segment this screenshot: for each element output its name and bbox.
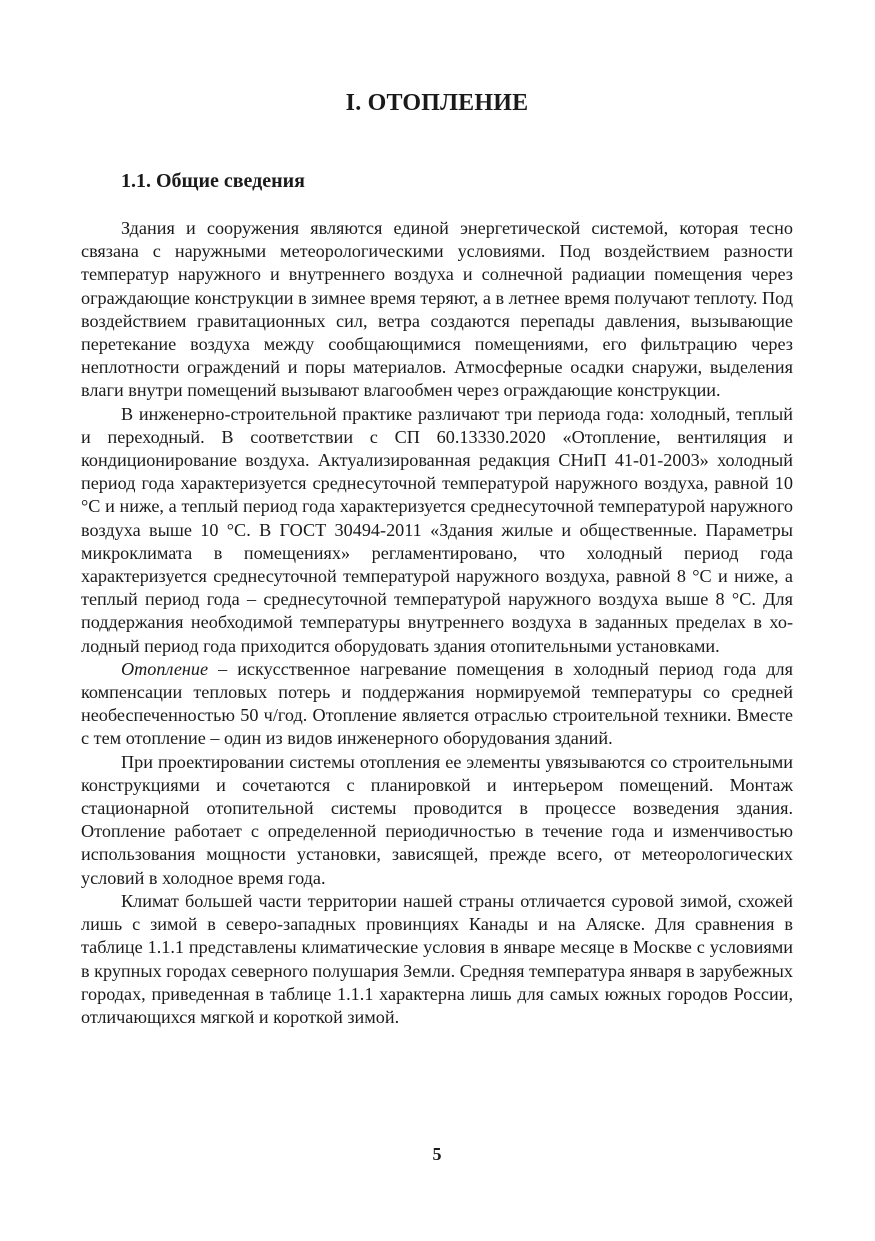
term-heating: Отопление (121, 658, 209, 679)
page-number: 5 (432, 1144, 442, 1164)
paragraph-buildings-energy-system: Здания и сооружения являются единой энергетической системой, которая тесно связана с наружными метеорологическими условиями. Под воздействием разности температур наружного и внутреннего воздуха и солнечной радиации помещения через ограждающие конструкции в зимнее время теряют, а в летнее время получают теплоту. Под воздействием гравитационных сил, ветра создаются перепады давления, вызывающие перетекание воздуха между сообщающимися помещениями, его фильтрацию через неплотности ограждений и поры материалов. Атмосферные осадки снаружи, выделения влаги внутри помещений вызывают влагообмен через ограждающие конструкции. (81, 218, 793, 401)
heating-definition-text: – искусственное нагревание помещения в холодный период года для компенсации тепловых потерь и поддержания нормируемой температуры со средней необеспеченностью 50 ч/год. Отопление является отраслью строительной техники. Вместе с тем отопление – один из видов инженерного оборудования зданий. (81, 658, 793, 749)
paragraph-climate: Климат большей части территории нашей страны отличается суровой зимой, схожей лишь с зимой в северо-западных провинциях Канады и на Аляске. Для сравнения в таблице 1.1.1 представлены климатические условия в январе месяце в Москве с условиями в крупных городах северного полушария Земли. Средняя температура января в зарубежных городах, приведенная в таблице 1.1.1 характерна лишь для самых южных городов России, отличающихся мягкой и короткой зимой. (81, 890, 793, 1027)
paragraph-year-periods: В инженерно-строительной практике различают три периода года: холодный, теплый и переходный. В соответствии с СП 60.13330.2020 «Отопление, вентиляция и кондиционирование воздуха. Актуализированная редакция СНиП 41-01-2003» холодный период года характеризуется среднесуточной температурой наружного воздуха, равной 10 °С и ниже, а теплый период года характеризуется среднесуточной температурой наружного воздуха выше 10 °С. В ГОСТ 30494-2011 «Здания жилые и общественные. Параметры микроклимата в помещениях» регламентировано, что холодный период года характеризуется среднесуточной температурой наружного воздуха, равной 8 °С и ниже, а теплый период года – среднесуточной температурой наружного воздуха выше 8 °С. Для поддержания необходимой температуры внутреннего воздуха в заданных пределах в холодный период года приходится оборудовать здания отопительными установками. (81, 403, 793, 656)
chapter-title: I. ОТОПЛЕНИЕ (345, 90, 529, 116)
body-text (81, 217, 793, 1029)
paragraph-heating-design: При проектировании системы отопления ее элементы увязываются со строительными конструкциями и сочетаются с планировкой и интерьером помещений. Монтаж стационарной отопительной системы проводится в процессе возведения здания. Отопление работает с определенной периодичностью в течение года и изменчивостью использования мощности установки, зависящей, прежде всего, от метеорологических условий в холодное время года. (81, 751, 793, 888)
section-title: 1.1. Общие сведения (121, 170, 305, 192)
paragraph-heating-definition (81, 658, 793, 751)
